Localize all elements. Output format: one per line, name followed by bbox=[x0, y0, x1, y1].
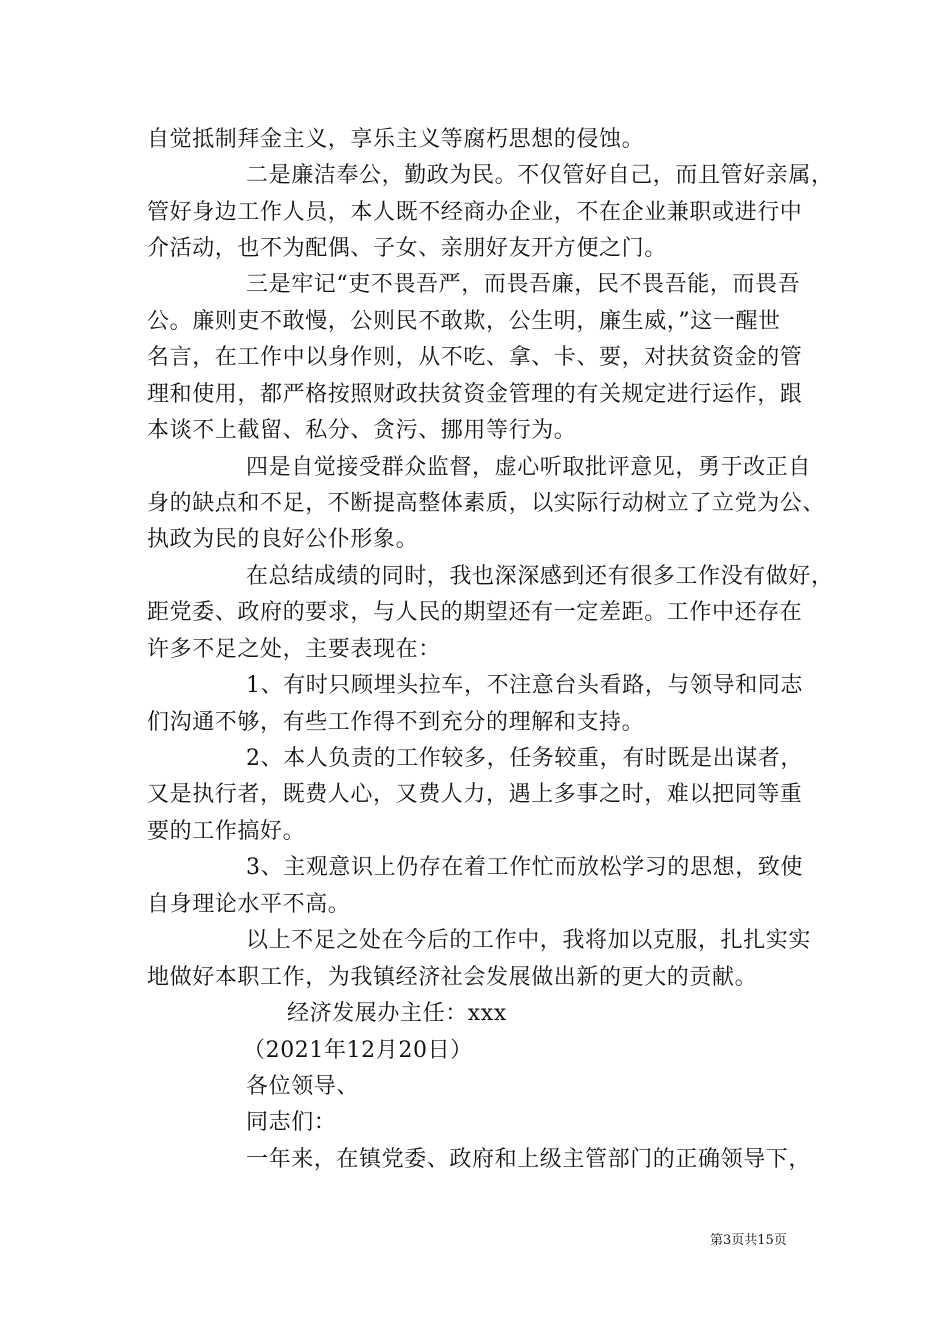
text-line-10: 四是自觉接受群众监督，虚心听取批评意见，勇于改正自 bbox=[246, 455, 812, 480]
text-line-8: 理和使用，都严格按照财政扶贫资金管理的有关规定进行运作，跟 bbox=[147, 382, 803, 407]
text-line-19: 又是执行者，既费人心，又费人力，遇上多事之时，难以把同等重 bbox=[147, 782, 803, 807]
text-line-24: 地做好本职工作，为我镇经济社会发展做出新的更大的贡献。 bbox=[147, 965, 758, 990]
text-line-16: 1、有时只顾埋头拉车，不注意台头看路，与领导和同志 bbox=[246, 673, 803, 698]
text-line-5: 三是牢记“吏不畏吾严，而畏吾廉，民不畏吾能，而畏吾 bbox=[246, 272, 801, 297]
text-line-21: 3、主观意识上仍存在着工作忙而放松学习的思想，致使 bbox=[246, 855, 803, 880]
salutation-line-2: 同志们： bbox=[246, 1110, 337, 1135]
text-line-4: 介活动，也不为配偶、子女、亲朋好友开方便之门。 bbox=[147, 236, 667, 261]
text-line-14: 距党委、政府的要求，与人民的期望还有一定差距。工作中还存在 bbox=[147, 600, 803, 625]
text-line-6: 公。廉则吏不敢慢，公则民不敢欺，公生明，廉生威，”这一醒世 bbox=[147, 309, 781, 334]
text-line-30: 一年来，在镇党委、政府和上级主管部门的正确领导下， bbox=[246, 1147, 812, 1172]
text-line-1: 自觉抵制拜金主义，享乐主义等腐朽思想的侵蚀。 bbox=[147, 127, 645, 152]
text-line-17: 们沟通不够，有些工作得不到充分的理解和支持。 bbox=[147, 710, 645, 735]
text-line-23: 以上不足之处在今后的工作中，我将加以克服，扎扎实实 bbox=[246, 928, 812, 953]
page-number: 第3页共15页 bbox=[710, 1233, 787, 1248]
text-line-18: 2、本人负责的工作较多，任务较重，有时既是出谋者， bbox=[246, 746, 803, 771]
text-line-9: 本谈不上截留、私分、贪污、挪用等行为。 bbox=[147, 418, 577, 443]
text-line-15: 许多不足之处，主要表现在： bbox=[147, 637, 441, 662]
date-line: （2021年12月20日） bbox=[243, 1038, 473, 1063]
text-line-22: 自身理论水平不高。 bbox=[147, 892, 351, 917]
text-line-11: 身的缺点和不足，不断提高整体素质，以实际行动树立了立党为公、 bbox=[147, 491, 826, 516]
text-line-20: 要的工作搞好。 bbox=[147, 819, 306, 844]
text-line-3: 管好身边工作人员，本人既不经商办企业，不在企业兼职或进行中 bbox=[147, 200, 803, 225]
text-line-13: 在总结成绩的同时，我也深深感到还有很多工作没有做好， bbox=[246, 564, 834, 589]
salutation-line-1: 各位领导、 bbox=[246, 1074, 360, 1099]
text-line-7: 名言，在工作中以身作则，从不吃、拿、卡、要，对扶贫资金的管 bbox=[147, 345, 803, 370]
text-line-12: 执政为民的良好公仆形象。 bbox=[147, 527, 419, 552]
text-line-2: 二是廉洁奉公，勤政为民。不仅管好自己，而且管好亲属， bbox=[246, 163, 834, 188]
signature-line: 经济发展办主任：xxx bbox=[287, 1001, 507, 1026]
